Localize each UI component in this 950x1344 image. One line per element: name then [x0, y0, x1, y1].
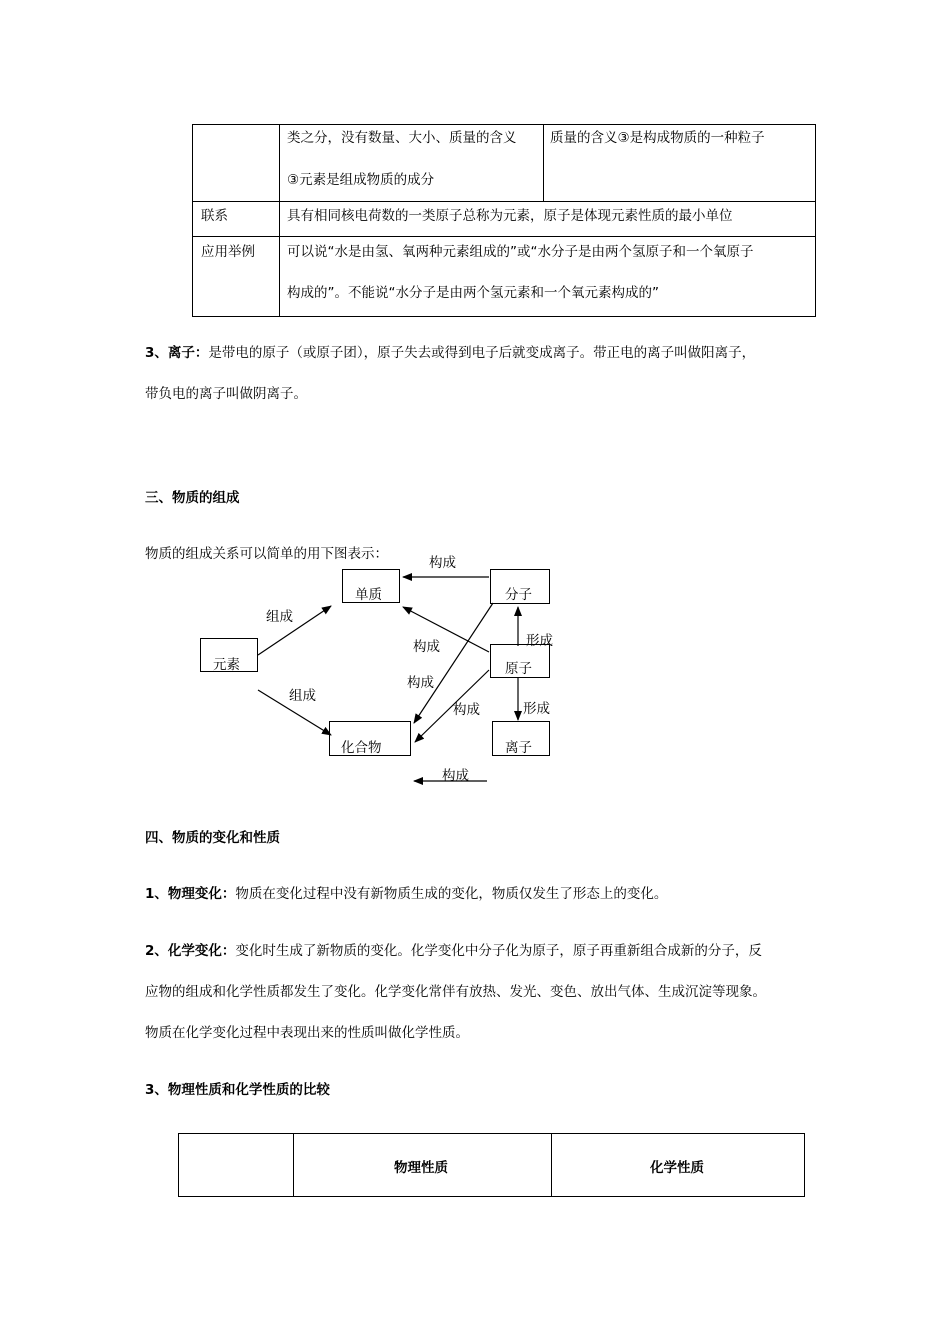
label-constitute: 构成 [453, 702, 480, 718]
label-form: 形成 [523, 701, 550, 717]
chemical-change-line: 应物的组成和化学性质都发生了变化。化学变化常伴有放热、发光、变色、放出气体、生成沉淀等现象。 [145, 984, 766, 1000]
label-constitute: 构成 [407, 675, 434, 691]
ion-paragraph-line: 带负电的离子叫做阴离子。 [145, 386, 307, 402]
chemical-change-text: 变化时生成了新物质的变化。化学变化中分子化为原子，原子再重新组合成新的分子，反 [235, 943, 762, 959]
table-cell-text: 具有相同核电荷数的一类原子总称为元素，原子是体现元素性质的最小单位 [287, 208, 733, 224]
table-col-divider [551, 1134, 552, 1196]
section-title: 三、物质的组成 [145, 490, 240, 506]
box-compound-label: 化合物 [341, 740, 382, 756]
label-constitute: 构成 [413, 639, 440, 655]
physical-change-paragraph [145, 886, 667, 902]
section-title: 四、物质的变化和性质 [145, 830, 280, 846]
table-cell-text: 类之分，没有数量、大小、质量的含义 [287, 130, 517, 146]
label-constitute: 构成 [442, 768, 469, 784]
label-form: 形成 [526, 633, 553, 649]
physical-change-heading: 1、物理变化： [145, 886, 236, 902]
table-row-label: 联系 [201, 208, 228, 224]
table-row-label: 应用举例 [201, 244, 255, 260]
physical-change-text: 物质在变化过程中没有新物质生成的变化，物质仅发生了形态上的变化。 [235, 886, 668, 902]
table-header-physical: 物理性质 [394, 1160, 448, 1176]
section-intro: 物质的组成关系可以简单的用下图表示： [145, 546, 388, 562]
label-constitute: 构成 [429, 555, 456, 571]
box-molecule-label: 分子 [505, 587, 532, 603]
chemical-change-heading: 2、化学变化： [145, 943, 236, 959]
table-cell-text: 质量的含义③是构成物质的一种粒子 [550, 130, 765, 146]
label-compose: 组成 [266, 609, 293, 625]
table-cell-text: ③元素是组成物质的成分 [287, 172, 435, 188]
subsection-title: 3、物理性质和化学性质的比较 [145, 1082, 330, 1098]
table-cell-text: 构成的”。不能说“水分子是由两个氢元素和一个氧元素构成的” [287, 285, 659, 301]
chemical-change-paragraph [145, 943, 762, 959]
table-col-divider [293, 1134, 294, 1196]
property-comparison-table [178, 1133, 805, 1197]
label-compose: 组成 [289, 688, 316, 704]
ion-text: 是带电的原子（或原子团），原子失去或得到电子后就变成离子。带正电的离子叫做阳离子， [208, 345, 756, 361]
box-element-label: 元素 [213, 657, 240, 673]
table-cell-text: 可以说“水是由氢、氧两种元素组成的”或“水分子是由两个氢原子和一个氧原子 [287, 244, 754, 260]
box-ion-label: 离子 [505, 740, 532, 756]
table-header-chemical: 化学性质 [650, 1160, 704, 1176]
chemical-change-line: 物质在化学变化过程中表现出来的性质叫做化学性质。 [145, 1025, 469, 1041]
box-atom-label: 原子 [505, 661, 532, 677]
ion-heading: 3、离子： [145, 345, 209, 361]
box-simple-label: 单质 [355, 587, 382, 603]
